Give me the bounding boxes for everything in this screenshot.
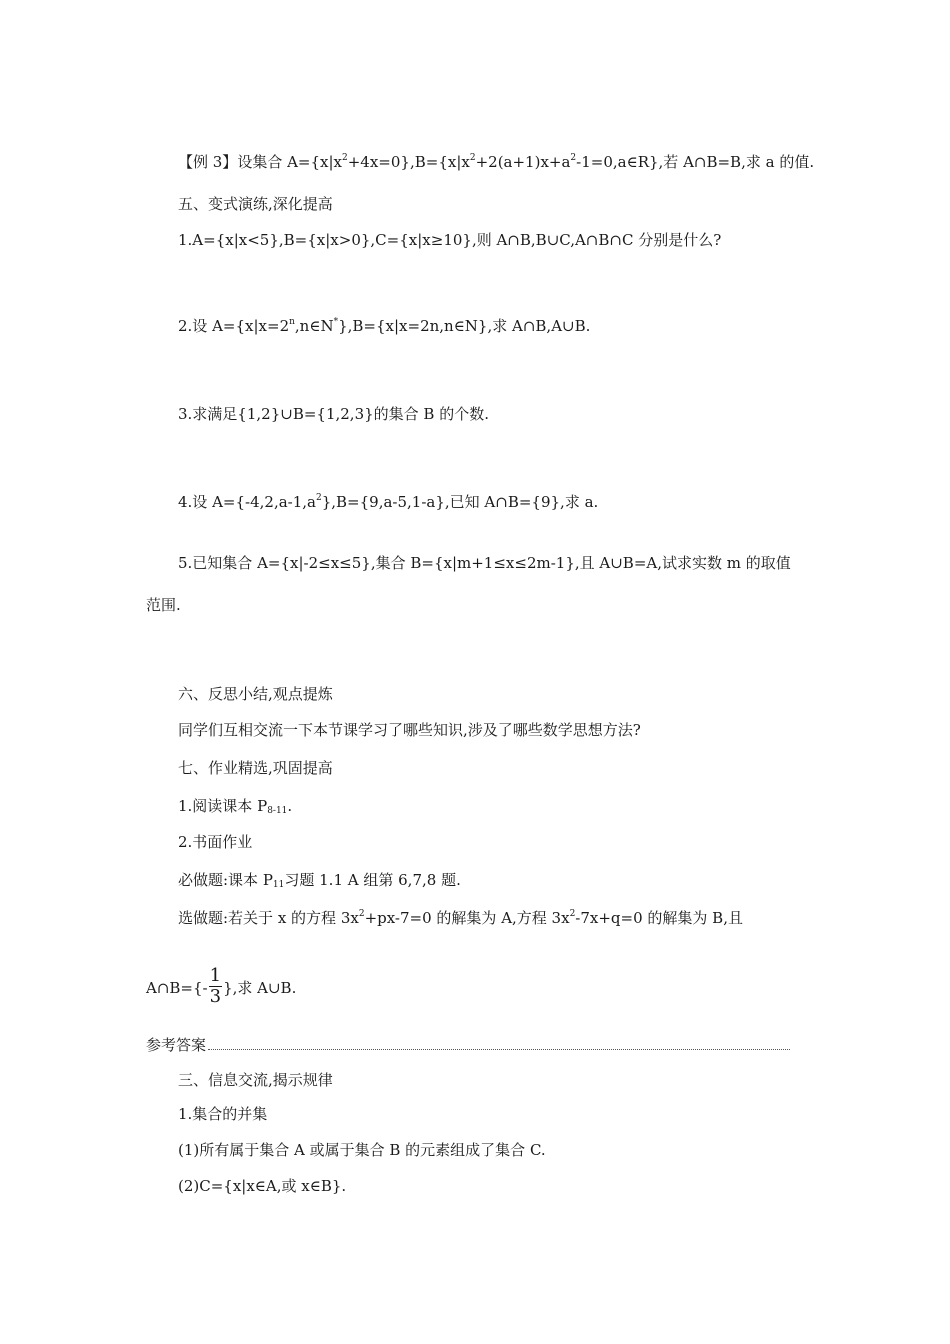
dotted-leader: [208, 1039, 790, 1050]
section-6-body: 同学们互相交流一下本节课学习了哪些知识,涉及了哪些数学思想方法?: [178, 721, 641, 739]
answers-item-1-1: (1)所有属于集合 A 或属于集合 B 的元素组成了集合 C.: [178, 1141, 546, 1159]
question-3: 3.求满足{1,2}∪B={1,2,3}的集合 B 的个数.: [178, 405, 489, 423]
question-1: 1.A={x|x<5},B={x|x>0},C={x|x≥10},则 A∩B,B∪C,A∩B∩C 分别是什么?: [178, 231, 722, 249]
question-4: 4.设 $A=\{-4,2,a-1,a^2\},B=\{9,a-5,1-a\}$,已知 A∩B={9},求 a.: [178, 493, 599, 511]
question-2: 2.设 $A=\{x|x=2^n,n\in N^*\},B=\{x|x=2n,n\in N\}$,求 A∩B,A∪B.: [178, 317, 591, 335]
optional-problem-line-2: A∩B={- $\frac{1}{3}$ },求 A∪B.: [146, 964, 297, 1007]
example-3: 【例 3】设集合 $A=\{x|x^2+4x=0\},B=\{x|x^2+2(a+1)x+a^2-1=0,a\in R\}$,若 A∩B=B,求 a 的值.: [178, 153, 815, 171]
section-6-title: 六、反思小结,观点提炼: [178, 685, 333, 703]
fraction-one-third: $\frac{1}{3}$: [209, 964, 222, 1007]
section-5-title: 五、变式演练,深化提高: [178, 195, 333, 213]
answers-section-3-title: 三、信息交流,揭示规律: [178, 1071, 333, 1089]
homework-item-2: 2.书面作业: [178, 833, 253, 851]
example-tag: 【例 3】: [178, 153, 238, 171]
homework-item-1: 1.阅读课本 $P_{8-11}$.: [178, 797, 293, 816]
required-problems: 必做题:课本 $P_{11}$习题 1.1 A 组第 6,7,8 题.: [178, 871, 461, 890]
question-5-line-2: 范围.: [146, 596, 181, 614]
answers-label: 参考答案: [146, 1035, 207, 1054]
section-7-title: 七、作业精选,巩固提高: [178, 759, 333, 777]
optional-problem-line-1: 选做题:若关于 x 的方程 $3x^2+px-7=0$ 的解集为 A,方程 $3x^2-7x+q=0$ 的解集为 B,且: [178, 909, 743, 927]
answers-divider: [146, 1034, 790, 1054]
answers-item-1-2: (2)C={x|x∈A,或 x∈B}.: [178, 1177, 347, 1195]
question-5-line-1: 5.已知集合 A={x|-2≤x≤5},集合 B={x|m+1≤x≤2m-1},且 A∪B=A,试求实数 m 的取值: [178, 554, 791, 572]
answers-item-1: 1.集合的并集: [178, 1105, 268, 1123]
